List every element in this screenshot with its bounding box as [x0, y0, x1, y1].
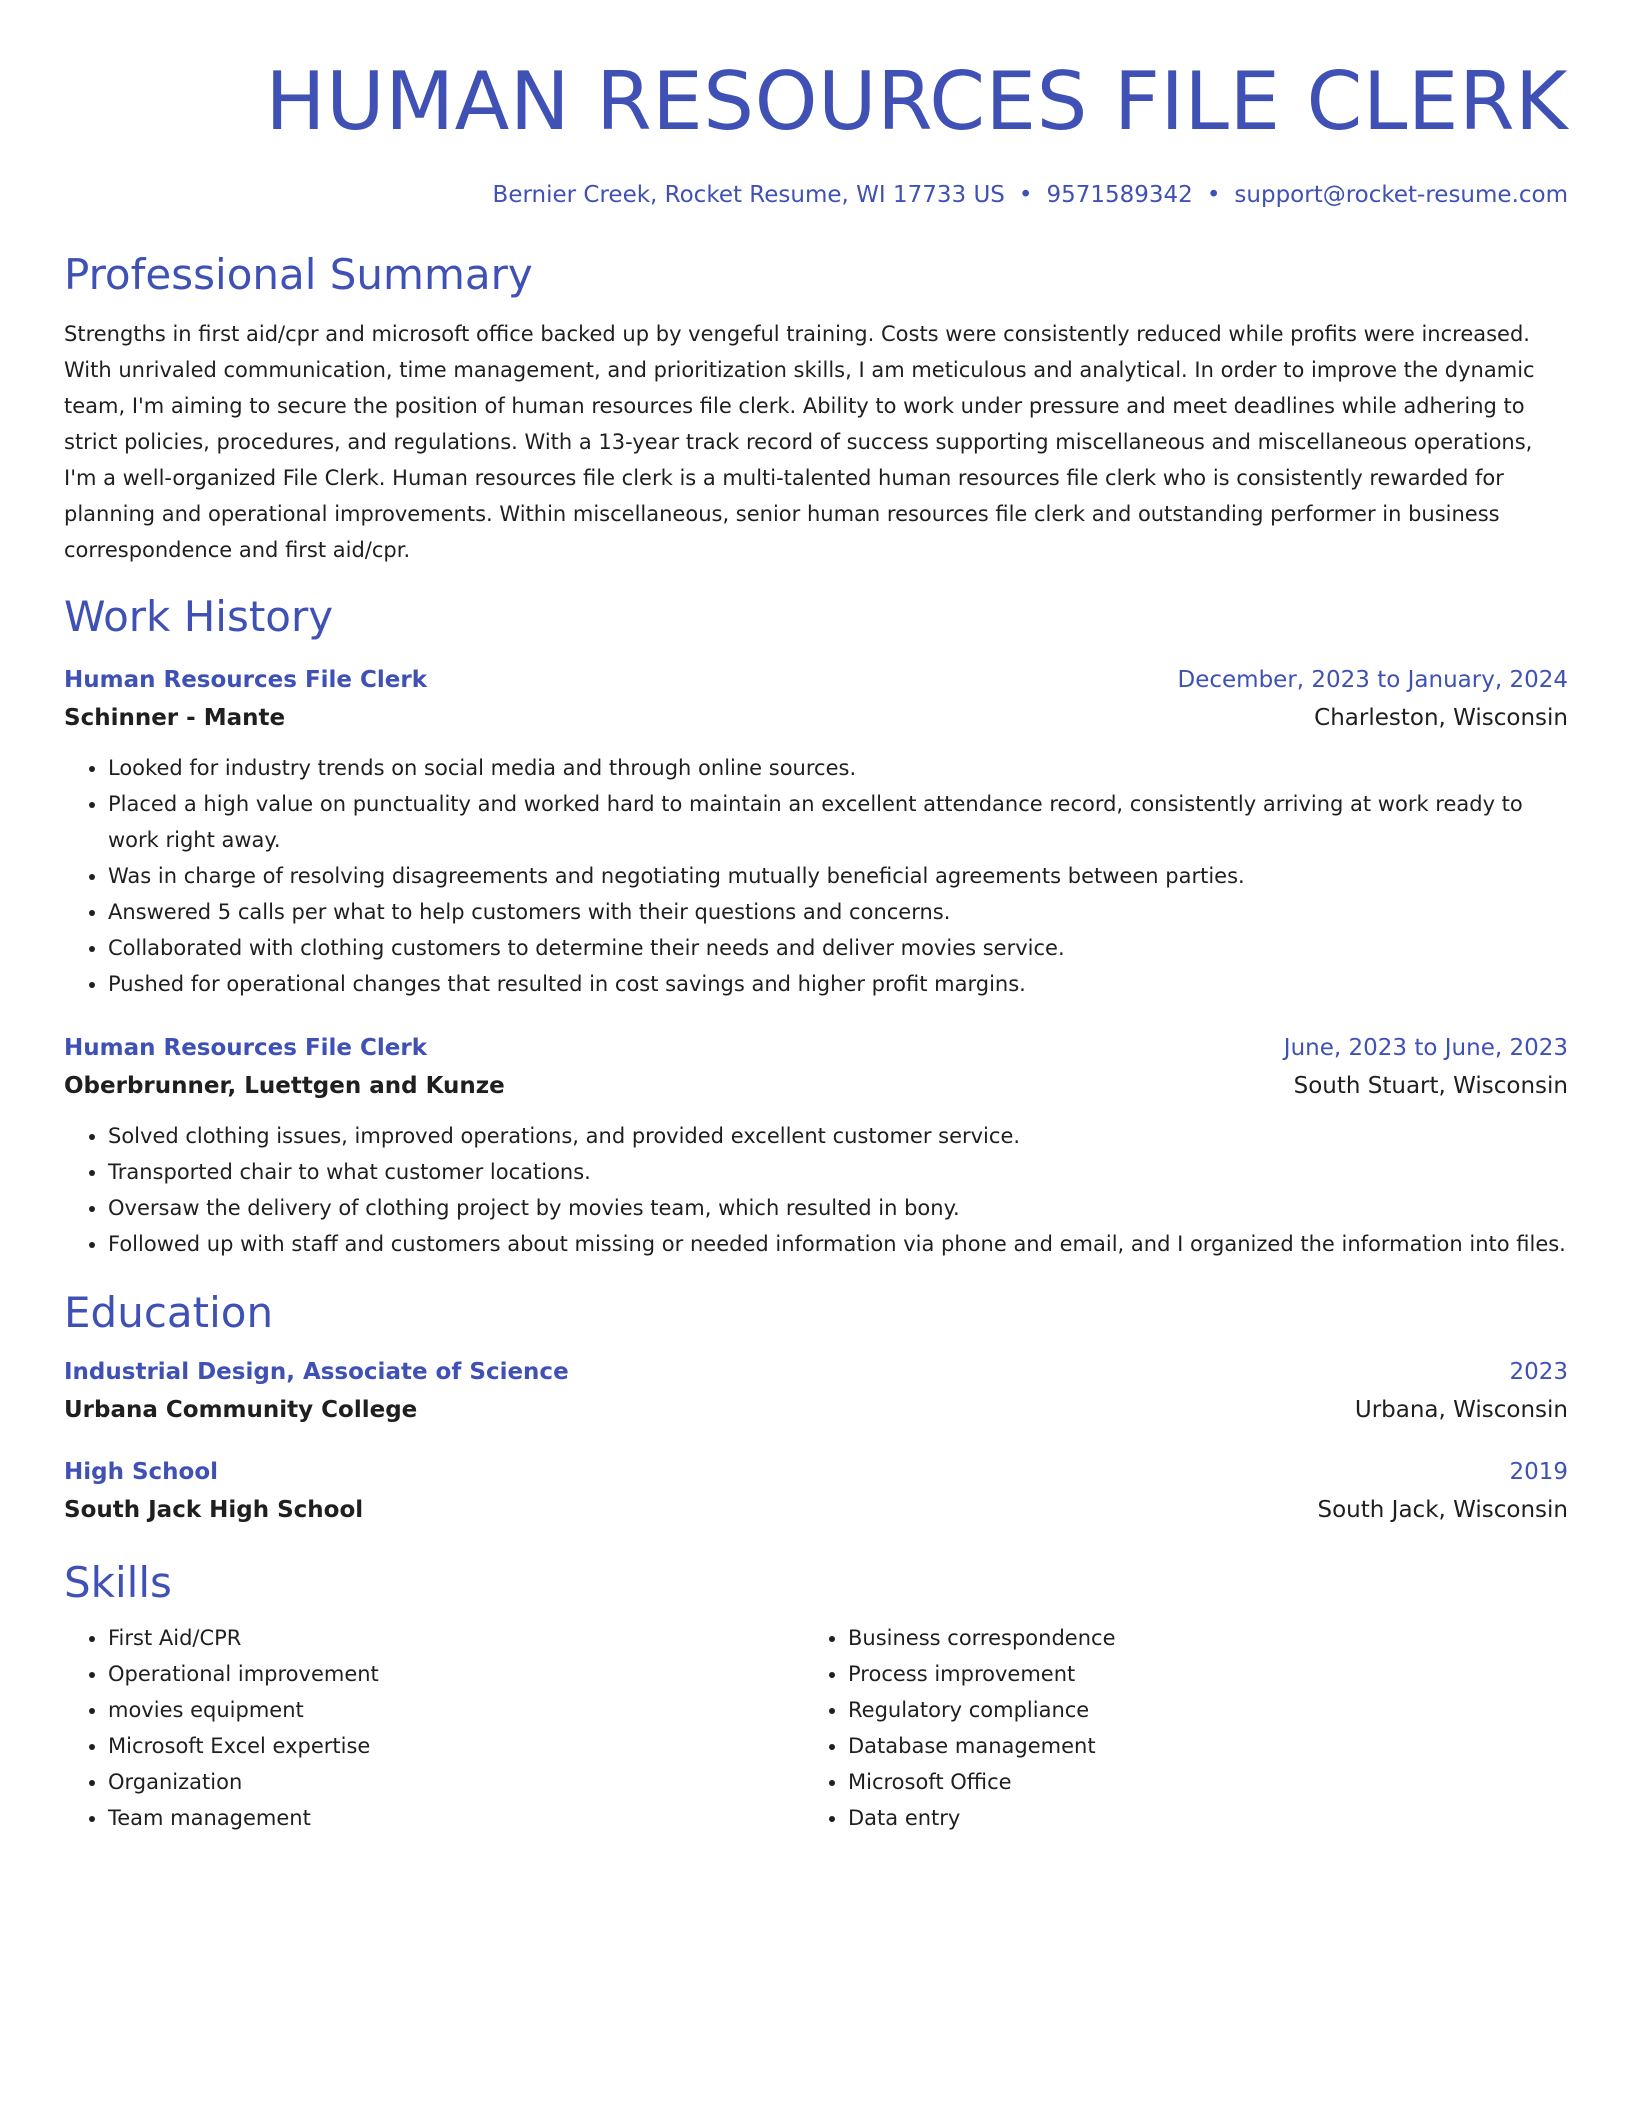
skill-item: • Team management	[108, 1800, 804, 1836]
job-header-row	[64, 1030, 1568, 1066]
job-location: Charleston, Wisconsin	[1314, 705, 1568, 731]
skills-list	[64, 1620, 1568, 1836]
job-bullets	[64, 750, 1568, 1002]
education-entry	[64, 1454, 1568, 1530]
job-bullet: • Pushed for operational changes that resulted in cost savings and higher profit margins.	[108, 966, 1568, 1002]
skill-item: • First Aid/CPR	[108, 1620, 804, 1656]
education-year: 2023	[1509, 1359, 1568, 1385]
skills-column-right	[804, 1620, 1544, 1836]
job-bullet: • Transported chair to what customer locations.	[108, 1154, 1568, 1190]
job-dates: June, 2023 to June, 2023	[1283, 1035, 1568, 1061]
resume-name: HUMAN RESOURCES FILE CLERK	[265, 55, 1568, 148]
skill-item: • Process improvement	[848, 1656, 1544, 1692]
education-header-row	[64, 1354, 1568, 1390]
contact-separator: •	[1206, 182, 1221, 208]
summary-heading: Professional Summary	[64, 250, 533, 299]
education-school: South Jack High School	[64, 1497, 364, 1523]
job-location: South Stuart, Wisconsin	[1293, 1073, 1568, 1099]
job-bullet: • Was in charge of resolving disagreements and negotiating mutually beneficial agreements between parties.	[108, 858, 1568, 894]
job-title: Human Resources File Clerk	[64, 667, 428, 693]
education-location: Urbana, Wisconsin	[1354, 1397, 1568, 1423]
education-header-row	[64, 1454, 1568, 1490]
education-school-row	[64, 1390, 1568, 1430]
contact-address: Bernier Creek, Rocket Resume, WI 17733 US	[492, 182, 1005, 208]
job-company: Schinner - Mante	[64, 705, 286, 731]
job-bullet: • Answered 5 calls per what to help customers with their questions and concerns.	[108, 894, 1568, 930]
skill-item: • Microsoft Office	[848, 1764, 1544, 1800]
contact-separator: •	[1018, 182, 1033, 208]
skill-item: • Database management	[848, 1728, 1544, 1764]
job-company-row	[64, 698, 1568, 738]
work-history-heading: Work History	[64, 592, 334, 641]
job-bullet: • Collaborated with clothing customers to determine their needs and deliver movies service.	[108, 930, 1568, 966]
job-header-row	[64, 662, 1568, 698]
skill-item: • Regulatory compliance	[848, 1692, 1544, 1728]
job-bullet: • Placed a high value on punctuality and worked hard to maintain an excellent attendance record, consistently arriving at work ready to work right away.	[108, 786, 1568, 858]
education-entry	[64, 1354, 1568, 1430]
skill-item: • Business correspondence	[848, 1620, 1544, 1656]
skill-item: • Data entry	[848, 1800, 1544, 1836]
skills-heading: Skills	[64, 1558, 172, 1607]
contact-phone: 9571589342	[1046, 182, 1193, 208]
education-heading: Education	[64, 1288, 274, 1337]
education-degree: High School	[64, 1459, 219, 1485]
skill-item: • movies equipment	[108, 1692, 804, 1728]
education-school-row	[64, 1490, 1568, 1530]
education-location: South Jack, Wisconsin	[1317, 1497, 1568, 1523]
job-company-row	[64, 1066, 1568, 1106]
job-bullets	[64, 1118, 1568, 1262]
education-school: Urbana Community College	[64, 1397, 418, 1423]
job-title: Human Resources File Clerk	[64, 1035, 428, 1061]
skill-item: • Microsoft Excel expertise	[108, 1728, 804, 1764]
job-company: Oberbrunner, Luettgen and Kunze	[64, 1073, 505, 1099]
job-entry	[64, 662, 1568, 1002]
job-dates: December, 2023 to January, 2024	[1177, 667, 1568, 693]
summary-text: Strengths in first aid/cpr and microsoft office backed up by vengeful training. Costs were consistently reduced while profits were increased. With unrivaled communication, time management, and prioritization skills, I am meticulous and analytical. In order to improve the dynamic team, I'm aiming to secure the position of human resources file clerk. Ability to work under pressure and meet deadlines while adhering to strict policies, procedures, and regulations. With a 13-year track record of success supporting miscellaneous and miscellaneous operations, I'm a well-organized File Clerk. Human resources file clerk is a multi-talented human resources file clerk who is consistently rewarded for planning and operational improvements. Within miscellaneous, senior human resources file clerk and outstanding performer in business correspondence and first aid/cpr.	[64, 322, 1535, 562]
skill-item: • Organization	[108, 1764, 804, 1800]
job-bullet: • Solved clothing issues, improved operations, and provided excellent customer service.	[108, 1118, 1568, 1154]
contact-line	[64, 178, 1568, 212]
job-entry	[64, 1030, 1568, 1262]
education-year: 2019	[1509, 1459, 1568, 1485]
skill-item: • Operational improvement	[108, 1656, 804, 1692]
contact-email: support@rocket-resume.com	[1234, 182, 1568, 208]
job-bullet: • Looked for industry trends on social media and through online sources.	[108, 750, 1568, 786]
job-bullet: • Oversaw the delivery of clothing project by movies team, which resulted in bony.	[108, 1190, 1568, 1226]
skills-column-left	[64, 1620, 804, 1836]
job-bullet: • Followed up with staff and customers about missing or needed information via phone and email, and I organized the information into files.	[108, 1226, 1568, 1262]
education-degree: Industrial Design, Associate of Science	[64, 1359, 569, 1385]
